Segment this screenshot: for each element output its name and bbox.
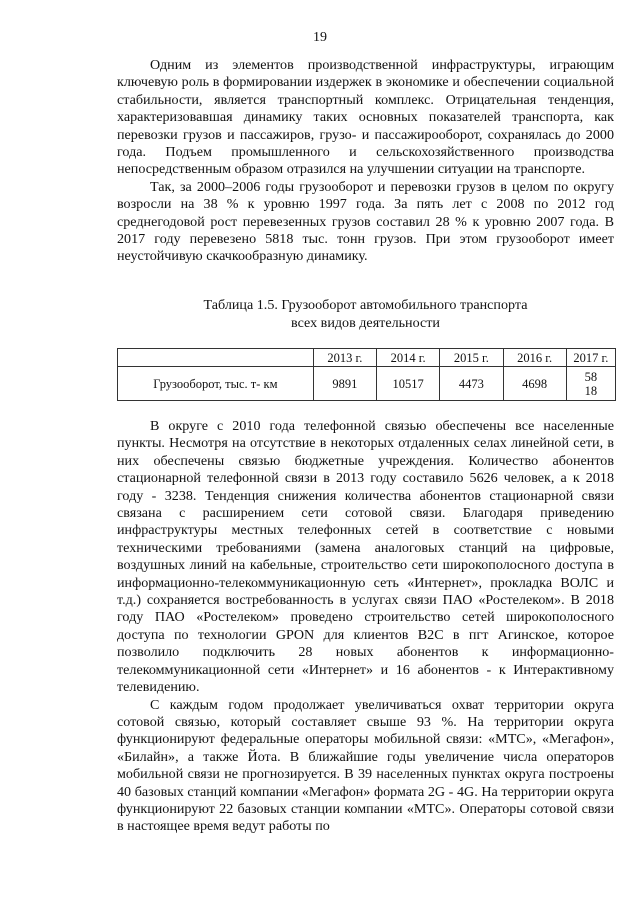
page-number: 19 (313, 30, 327, 45)
table-header-cell: 2017 г. (566, 349, 615, 367)
table-header-cell: 2016 г. (503, 349, 566, 367)
body-text-bottom (117, 418, 614, 836)
table-caption-line-1: Таблица 1.5. Грузооборот автомобильного транспорта (203, 297, 528, 313)
table-header-cell: 2013 г. (313, 349, 376, 367)
paragraph: С каждым годом продолжает увеличиваться охват территории округа сотовой связью, который составляет свыше 93 %. На территории округа функционируют федеральные операторы мобильной связи: «МТС», «Мегафон», «Билайн», а также Йота. В ближайшие годы увеличение числа операторов мобильной связи не прогнозируется. В 39 населенных пунктах округа построены 40 базовых станций компании «Мегафон» формата 2G - 4G. На территории округа функционируют 22 базовых станции компании «МТС». Операторы сотовой связи в настоящее время ведут работы по (117, 696, 614, 835)
table-caption (117, 296, 614, 332)
paragraph: Так, за 2000–2006 годы грузооборот и перевозки грузов в целом по округу возросли на 38 % к уровню 1997 года. За пять лет с 2008 по 2012 год среднегодовой рост перевезенных грузов составил 28 % к уровню 2007 года. В 2017 году перевезено 5818 тыс. тонн грузов. При этом грузооборот имеет неустойчивую скачкообразную динамику. (117, 178, 614, 265)
table-cell: 5818 (584, 369, 598, 398)
table-cell-wrapped (566, 367, 615, 401)
table-row (118, 367, 616, 401)
table-header-row (118, 349, 616, 367)
body-text-top (117, 57, 614, 266)
paragraph: В округе с 2010 года телефонной связью обеспечены все населенные пункты. Несмотря на отсутствие в некоторых отдаленных селах линейной сети, в них обеспечены связью бюджетные учреждения. Количество абонентов стационарной телефонной связи в 2013 году составило 5626 человек, а к 2018 году - 3238. Тенденция снижения количества абонентов стационарной связи связана с расширением сети сотовой связи. Благодаря приведению инфраструктуры местных телефонных сетей в соответствие с новыми техническими требованиями (замена аналоговых станций на цифровые, воздушных линий на кабельные, строительство сети широкополосного доступа в информационно-телекоммуникационную сеть «Интернет», прокладка ВОЛС и т.д.) сохраняется востребованность в услугах связи ПАО «Ростелеком». В 2018 году ПАО «Ростелеком» проведено строительство сетей широкополосного доступа по технологии GPON для клиентов B2C в пгт Агинское, которое позволило подключить 28 новых абонентов к информационно-телекоммуникационной сети «Интернет» и 16 абонентов - к Интерактивному телевидению. (117, 418, 614, 696)
table-header-cell: 2015 г. (440, 349, 503, 367)
freight-turnover-table (117, 348, 616, 401)
table-header-cell: 2014 г. (377, 349, 440, 367)
table-cell: 9891 (313, 367, 376, 401)
table-cell: 4698 (503, 367, 566, 401)
paragraph: Одним из элементов производственной инфраструктуры, играющим ключевую роль в формировании издержек в экономике и обеспечении социальной стабильности, является транспортный комплекс. Отрицательная тенденция, характеризовавшая динамику таких основных показателей транспорта, как перевозки грузов и пассажиров, грузо- и пассажирооборот, сохранялась до 2000 года. Подъем промышленного и сельскохозяйственного производства непосредственным образом отразился на улучшении ситуации на транспорте. (117, 57, 614, 178)
table-cell: 10517 (377, 367, 440, 401)
table-header-cell (118, 349, 314, 367)
table-caption-line-2: всех видов деятельности (291, 315, 440, 331)
table-cell: 4473 (440, 367, 503, 401)
table-row-label: Грузооборот, тыс. т- км (118, 367, 314, 401)
